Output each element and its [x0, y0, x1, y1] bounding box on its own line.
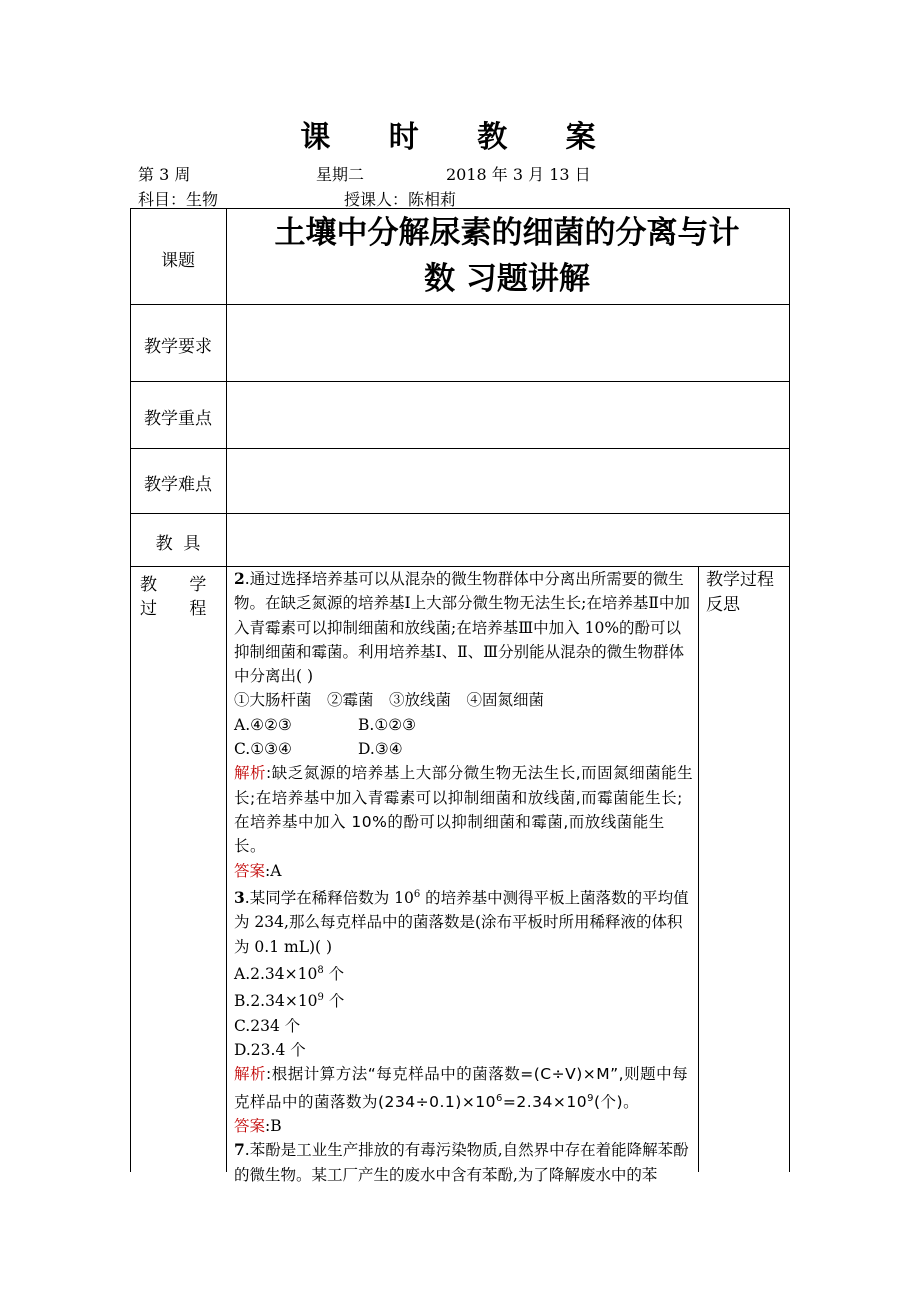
teacher-label: 授课人：陈相莉 — [344, 190, 457, 209]
question-3-option-b — [234, 986, 694, 1013]
weekday-label: 星期二 — [316, 165, 365, 184]
question-3-text: .某同学在稀释倍数为 10 — [244, 889, 414, 908]
process-content — [234, 567, 694, 1187]
option-a: A.④②③ — [234, 715, 292, 734]
subject-label: 科目：生物 — [138, 190, 219, 209]
answer-label: 答案 — [234, 861, 266, 880]
option-a-unit: 个 — [323, 965, 345, 984]
option-c: C.①③④ — [234, 740, 292, 759]
question-2-answer — [234, 859, 694, 883]
option-b-unit: 个 — [323, 992, 345, 1011]
topic-title-line-2: 数 习题讲解 — [424, 261, 590, 297]
analysis-text-end: (个)。 — [594, 1092, 640, 1111]
process-label-line-1: 教 学 — [140, 575, 207, 595]
question-3-option-c: C.234 个 — [234, 1016, 301, 1035]
analysis-text-cont: =2.34×10 — [502, 1092, 588, 1111]
question-3-text-cont: 的培养基中测得平板上菌落数的平均值为 234,那么每克样品中的菌落数是(涂布平板时所用稀释液的体积为 0.1 mL)( ) — [234, 889, 689, 956]
week-label: 第 3 周 — [138, 165, 191, 184]
option-d: D.③④ — [358, 740, 403, 759]
analysis-text: :缺乏氮源的培养基上大部分微生物无法生长,而固氮细菌能生长;在培养基中加入青霉素可以抑制细菌和放线菌,而霉菌能生长;在培养基中加入 10%的酚可以抑制细菌和霉菌,而放线菌能生长。 — [234, 764, 694, 856]
row-divider — [130, 513, 790, 514]
analysis-label: 解析 — [234, 764, 267, 783]
row-divider — [130, 304, 790, 305]
superscript: 9 — [317, 992, 324, 1004]
option-a: A.2.34×10 — [234, 965, 318, 984]
difficulties-label: 教学难点 — [144, 475, 212, 495]
topic-title — [226, 210, 788, 302]
question-7-text: .苯酚是工业生产排放的有毒污染物质,自然界中存在着能降解苯酚的微生物。某工厂产生的废水中含有苯酚,为了降解废水中的苯 — [234, 1141, 689, 1184]
option-b: B.2.34×10 — [234, 992, 318, 1011]
answer-text: :A — [265, 861, 282, 880]
requirements-label: 教学要求 — [144, 337, 212, 357]
analysis-label: 解析 — [234, 1065, 267, 1084]
question-2-items: ①大肠杆菌 ②霉菌 ③放线菌 ④固氮细菌 — [234, 691, 545, 710]
answer-label: 答案 — [234, 1117, 266, 1136]
column-divider — [226, 208, 227, 1172]
question-2-options-row-1 — [234, 713, 694, 737]
date-label: 2018 年 3 月 13 日 — [446, 165, 591, 184]
question-2-options-row-2 — [234, 737, 694, 761]
key-points-label: 教学重点 — [144, 409, 212, 429]
topic-title-line-1: 土壤中分解尿素的细菌的分离与计 — [274, 215, 740, 251]
reflection-label: 教学过程反思 — [706, 570, 774, 615]
topic-label: 课题 — [161, 251, 195, 271]
question-2-analysis — [234, 761, 694, 858]
superscript: 8 — [317, 964, 324, 976]
question-7-number: 7 — [234, 1140, 245, 1160]
superscript: 6 — [413, 888, 421, 900]
superscript: 6 — [496, 1092, 503, 1104]
analysis-text: :根据计算方法“每克样品中的菌落数=(C÷V)×M”,则题中每克样品中的菌落数为(234÷0.1)×10 — [234, 1065, 689, 1111]
question-3-option-a — [234, 959, 694, 986]
column-divider — [698, 566, 699, 1172]
question-3-number: 3 — [234, 888, 245, 908]
question-3-option-d: D.23.4 个 — [234, 1041, 306, 1060]
question-3 — [234, 883, 694, 959]
superscript: 9 — [587, 1092, 594, 1104]
question-2-text: .通过选择培养基可以从混杂的微生物群体中分离出所需要的微生物。在缺乏氮源的培养基Ⅰ上大部分微生物无法生长;在培养基Ⅱ中加入青霉素可以抑制细菌和放线菌;在培养基Ⅲ中加入 10%的酚可以抑制细菌和霉菌。利用培养基Ⅰ、Ⅱ、Ⅲ分别能从混杂的微生物群体中分离出( ) — [234, 570, 690, 686]
question-3-answer — [234, 1114, 694, 1138]
tools-label: 教 具 — [155, 534, 201, 554]
question-2 — [234, 567, 694, 688]
option-b: B.①②③ — [358, 715, 417, 734]
process-label-line-2: 过 程 — [140, 599, 207, 619]
row-divider — [130, 381, 790, 382]
question-3-analysis — [234, 1062, 694, 1114]
answer-text: :B — [265, 1117, 282, 1136]
question-7 — [234, 1138, 694, 1187]
page-title: 课 时 教 案 — [300, 120, 620, 155]
row-divider — [130, 448, 790, 449]
question-2-number: 2 — [234, 569, 245, 588]
